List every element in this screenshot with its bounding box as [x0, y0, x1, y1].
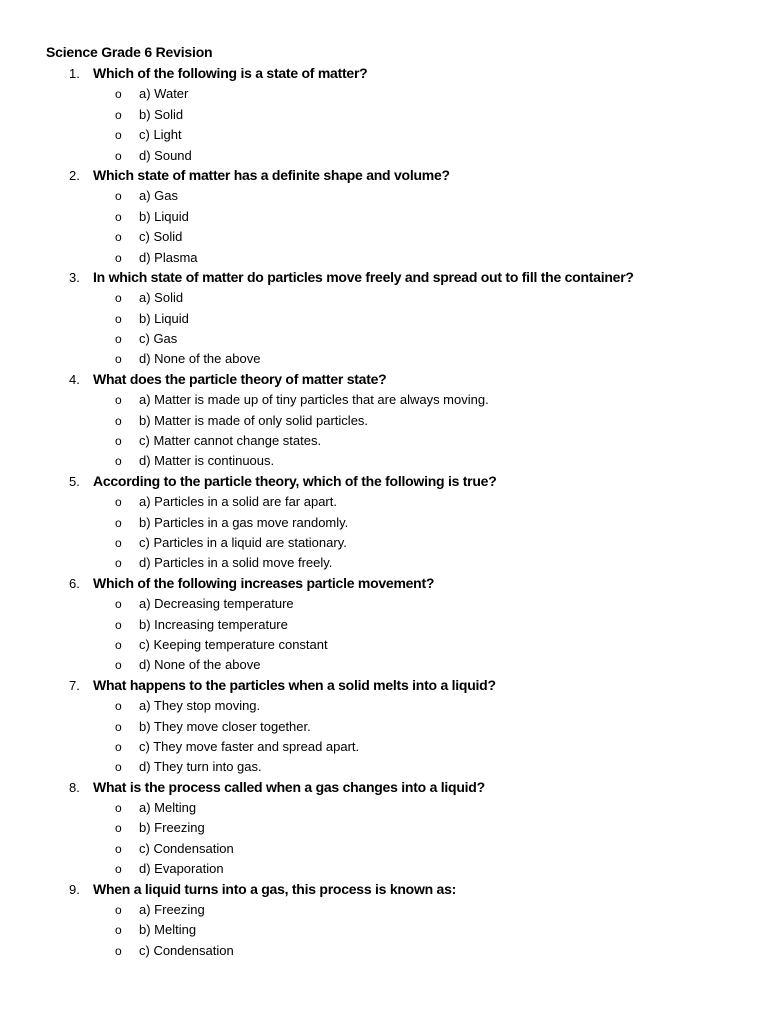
question-line — [0, 676, 768, 696]
option-text: a) Water — [139, 86, 189, 102]
question-line — [0, 166, 768, 186]
circle-bullet-icon: o — [115, 841, 122, 856]
question-item — [0, 574, 768, 676]
circle-bullet-icon: o — [115, 189, 122, 204]
circle-bullet-icon: o — [115, 311, 122, 326]
circle-bullet-icon: o — [115, 352, 122, 367]
option-text: d) Particles in a solid move freely. — [139, 555, 333, 571]
circle-bullet-icon: o — [115, 393, 122, 408]
circle-bullet-icon: o — [115, 515, 122, 530]
circle-bullet-icon: o — [115, 495, 122, 510]
option-item — [0, 900, 768, 920]
question-number: 3. — [69, 269, 80, 285]
question-text: What does the particle theory of matter state? — [93, 370, 387, 387]
option-text: b) Melting — [139, 922, 197, 938]
question-number: 5. — [69, 473, 80, 489]
option-text: b) Liquid — [139, 208, 189, 224]
question-text: Which state of matter has a definite shape and volume? — [93, 166, 450, 183]
option-list — [0, 186, 768, 268]
option-item — [0, 615, 768, 635]
question-number: 8. — [69, 779, 80, 795]
question-text: What is the process called when a gas changes into a liquid? — [93, 778, 485, 795]
question-item — [0, 778, 768, 880]
option-text: a) Decreasing temperature — [139, 596, 294, 612]
circle-bullet-icon: o — [115, 250, 122, 265]
option-text: b) Freezing — [139, 820, 205, 836]
question-item — [0, 166, 768, 268]
question-item — [0, 370, 768, 472]
question-item — [0, 880, 768, 962]
circle-bullet-icon: o — [115, 903, 122, 918]
option-item — [0, 798, 768, 818]
circle-bullet-icon: o — [115, 230, 122, 245]
option-list — [0, 492, 768, 574]
circle-bullet-icon: o — [115, 128, 122, 143]
option-text: a) They stop moving. — [139, 698, 261, 714]
option-text: c) Light — [139, 127, 182, 143]
circle-bullet-icon: o — [115, 434, 122, 449]
option-item — [0, 553, 768, 573]
option-item — [0, 655, 768, 675]
option-item — [0, 411, 768, 431]
option-item — [0, 492, 768, 512]
option-text: d) None of the above — [139, 351, 261, 367]
question-item — [0, 472, 768, 574]
option-item — [0, 186, 768, 206]
option-item — [0, 757, 768, 777]
circle-bullet-icon: o — [115, 291, 122, 306]
circle-bullet-icon: o — [115, 617, 122, 632]
option-text: b) Increasing temperature — [139, 616, 288, 632]
option-text: b) Particles in a gas move randomly. — [139, 514, 349, 530]
option-item — [0, 533, 768, 553]
circle-bullet-icon: o — [115, 862, 122, 877]
question-number: 9. — [69, 881, 80, 897]
option-item — [0, 431, 768, 451]
option-item — [0, 329, 768, 349]
question-list — [0, 64, 768, 961]
question-text: When a liquid turns into a gas, this process is known as: — [93, 880, 457, 897]
option-text: c) Solid — [139, 229, 183, 245]
option-item — [0, 920, 768, 940]
question-line — [0, 268, 768, 288]
option-text: b) Solid — [139, 106, 184, 122]
option-text: c) Keeping temperature constant — [139, 636, 328, 652]
question-item — [0, 64, 768, 166]
question-number: 6. — [69, 575, 80, 591]
option-item — [0, 248, 768, 268]
option-text: c) Condensation — [139, 840, 234, 856]
option-text: d) None of the above — [139, 657, 261, 673]
option-item — [0, 207, 768, 227]
option-text: c) Condensation — [139, 942, 234, 958]
option-list — [0, 696, 768, 778]
circle-bullet-icon: o — [115, 760, 122, 775]
question-line — [0, 64, 768, 84]
option-item — [0, 84, 768, 104]
option-text: a) Freezing — [139, 902, 205, 918]
question-line — [0, 778, 768, 798]
option-text: a) Solid — [139, 290, 184, 306]
circle-bullet-icon: o — [115, 719, 122, 734]
circle-bullet-icon: o — [115, 556, 122, 571]
option-text: a) Particles in a solid are far apart. — [139, 494, 337, 510]
option-item — [0, 105, 768, 125]
question-text: What happens to the particles when a solid melts into a liquid? — [93, 676, 496, 693]
circle-bullet-icon: o — [115, 454, 122, 469]
option-list — [0, 798, 768, 880]
option-text: d) Matter is continuous. — [139, 453, 275, 469]
option-list — [0, 288, 768, 370]
question-line — [0, 574, 768, 594]
option-text: b) Matter is made of only solid particles. — [139, 412, 369, 428]
question-number: 7. — [69, 677, 80, 693]
option-item — [0, 859, 768, 879]
option-item — [0, 288, 768, 308]
option-item — [0, 227, 768, 247]
option-text: a) Melting — [139, 800, 197, 816]
option-item — [0, 818, 768, 838]
circle-bullet-icon: o — [115, 87, 122, 102]
circle-bullet-icon: o — [115, 597, 122, 612]
circle-bullet-icon: o — [115, 699, 122, 714]
circle-bullet-icon: o — [115, 658, 122, 673]
circle-bullet-icon: o — [115, 535, 122, 550]
option-text: b) Liquid — [139, 310, 189, 326]
option-list — [0, 900, 768, 961]
option-list — [0, 84, 768, 166]
option-item — [0, 513, 768, 533]
question-line — [0, 472, 768, 492]
circle-bullet-icon: o — [115, 209, 122, 224]
question-text: Which of the following is a state of matter? — [93, 65, 368, 81]
question-number: 1. — [69, 66, 80, 81]
circle-bullet-icon: o — [115, 148, 122, 163]
question-item — [0, 268, 768, 370]
question-text: In which state of matter do particles move freely and spread out to fill the container? — [93, 268, 634, 285]
circle-bullet-icon: o — [115, 923, 122, 938]
option-item — [0, 635, 768, 655]
circle-bullet-icon: o — [115, 739, 122, 754]
circle-bullet-icon: o — [115, 801, 122, 816]
option-list — [0, 390, 768, 472]
option-item — [0, 594, 768, 614]
option-item — [0, 349, 768, 369]
question-text: Which of the following increases particle movement? — [93, 574, 435, 591]
option-text: c) They move faster and spread apart. — [139, 738, 360, 754]
circle-bullet-icon: o — [115, 637, 122, 652]
question-number: 4. — [69, 371, 80, 387]
option-text: d) Evaporation — [139, 861, 224, 877]
document-title: Science Grade 6 Revision — [46, 44, 213, 60]
circle-bullet-icon: o — [115, 821, 122, 836]
question-text: According to the particle theory, which of the following is true? — [93, 472, 497, 489]
question-line — [0, 880, 768, 900]
option-item — [0, 390, 768, 410]
option-item — [0, 309, 768, 329]
question-line — [0, 370, 768, 390]
option-item — [0, 125, 768, 145]
option-item — [0, 696, 768, 716]
option-text: b) They move closer together. — [139, 718, 311, 734]
option-text: d) Plasma — [139, 249, 198, 265]
option-item — [0, 451, 768, 471]
option-item — [0, 737, 768, 757]
circle-bullet-icon: o — [115, 943, 122, 958]
circle-bullet-icon: o — [115, 107, 122, 122]
option-item — [0, 146, 768, 166]
option-item — [0, 941, 768, 961]
option-text: d) Sound — [139, 147, 192, 163]
question-number: 2. — [69, 167, 80, 183]
circle-bullet-icon: o — [115, 413, 122, 428]
option-text: a) Gas — [139, 188, 179, 204]
option-text: d) They turn into gas. — [139, 759, 262, 775]
option-list — [0, 594, 768, 676]
option-item — [0, 839, 768, 859]
option-item — [0, 717, 768, 737]
option-text: a) Matter is made up of tiny particles that are always moving. — [139, 392, 489, 408]
question-item — [0, 676, 768, 778]
option-text: c) Matter cannot change states. — [139, 433, 322, 449]
option-text: c) Gas — [139, 331, 178, 347]
option-text: c) Particles in a liquid are stationary. — [139, 534, 347, 550]
circle-bullet-icon: o — [115, 332, 122, 347]
